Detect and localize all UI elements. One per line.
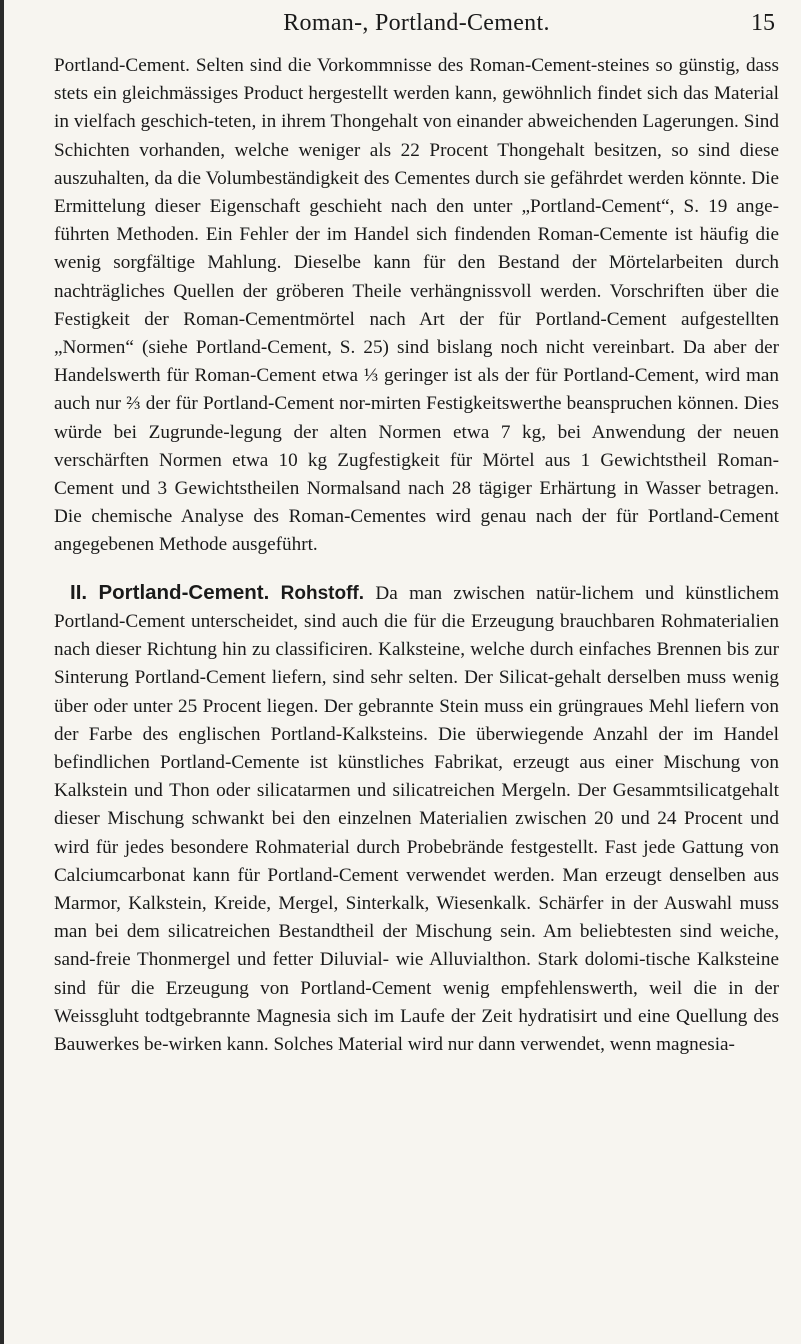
section-subheading: Rohstoff.	[280, 582, 365, 604]
running-header	[54, 0, 779, 46]
section-portland-cement	[54, 579, 779, 1059]
section-number: II.	[70, 580, 88, 604]
page-number: 15	[751, 10, 775, 36]
section-title: Portland-Cement.	[98, 580, 270, 604]
running-title: Roman-, Portland-Cement.	[283, 9, 550, 36]
section-body: Da man zwischen natür-lichem und künstlichem Portland-Cement unterscheidet, sind auch die für die Erzeugung brauchbaren Rohmaterialien nach dieser Richtung hin zu classificiren. Kalksteine, welche durch einfaches Brennen bis zur Sinterung Portland-Cement liefern, sind sehr selten. Der Silicat-gehalt derselben muss wenig über oder unter 25 Procent liegen. Der gebrannte Stein muss ein grüngraues Mehl liefern von der Farbe des englischen Portland-Kalksteins. Die überwiegende Anzahl der im Handel befindlichen Portland-Cemente ist künstliches Fabrikat, erzeugt aus einer Mischung von Kalkstein und Thon oder silicatarmen und silicatreichen Mergeln. Der Gesammtsilicatgehalt dieser Mischung schwankt bei den einzelnen Materialien zwischen 20 und 24 Procent und wird für jedes besondere Rohmaterial durch Probebrände festgestellt. Fast jede Gattung von Calciumcarbonat kann für Portland-Cement verwendet werden. Man erzeugt denselben aus Marmor, Kalkstein, Kreide, Mergel, Sinterkalk, Wiesenkalk. Schärfer in der Auswahl muss man bei dem silicatreichen Bestandtheil der Mischung sein. Am beliebtesten sind weiche, sand-freie Thonmergel und fetter Diluvial- wie Alluvialthon. Stark dolomi-tische Kalksteine sind für die Erzeugung von Portland-Cement wenig empfehlenswerth, weil die in der Weissgluht todtgebrannte Magnesia sich im Laufe der Zeit hydratisirt und eine Quellung des Bauwerkes be-wirken kann. Solches Material wird nur dann verwendet, wenn magnesia-	[54, 582, 780, 1056]
paragraph-roman-cement: Portland-Cement. Selten sind die Vorkommnisse des Roman-Cement-steines so günstig, dass stets ein gleichmässiges Product hergestellt werden kann, gewöhnlich findet sich das Material in vielfach geschich-teten, in ihrem Thongehalt von einander abweichenden Lagerungen. Sind Schichten vorhanden, welche weniger als 22 Procent Thongehalt besitzen, so sind diese auszuhalten, da die Volumbeständigkeit des Cementes durch sie gefährdet werden könnte. Die Ermittelung dieser Eigenschaft geschieht nach den unter „Portland-Cement“, S. 19 ange-führten Methoden. Ein Fehler der im Handel sich findenden Roman-Cemente ist häufig die wenig sorgfältige Mahlung. Dieselbe kann für den Bestand der Mörtelarbeiten durch nachträgliches Quellen der gröberen Theile verhängnissvoll werden. Vorschriften über die Festigkeit der Roman-Cementmörtel nach Art der für Portland-Cement aufgestellten „Normen“ (siehe Portland-Cement, S. 25) sind bislang noch nicht vereinbart. Da aber der Handelswerth für Roman-Cement etwa ⅓ geringer ist als der für Portland-Cement, wird man auch nur ⅔ der für Portland-Cement nor-mirten Festigkeitswerthe beanspruchen können. Dies würde bei Zugrunde-legung der alten Normen etwa 7 kg, bei Anwendung der neuen verschärften Normen etwa 10 kg Zugfestigkeit für Mörtel aus 1 Gewichtstheil Roman-Cement und 3 Gewichtstheilen Normalsand nach 28 tägiger Erhärtung in Wasser betragen. Die chemische Analyse des Roman-Cementes wird genau nach der für Portland-Cement angegebenen Methode ausgeführt.	[54, 55, 779, 556]
